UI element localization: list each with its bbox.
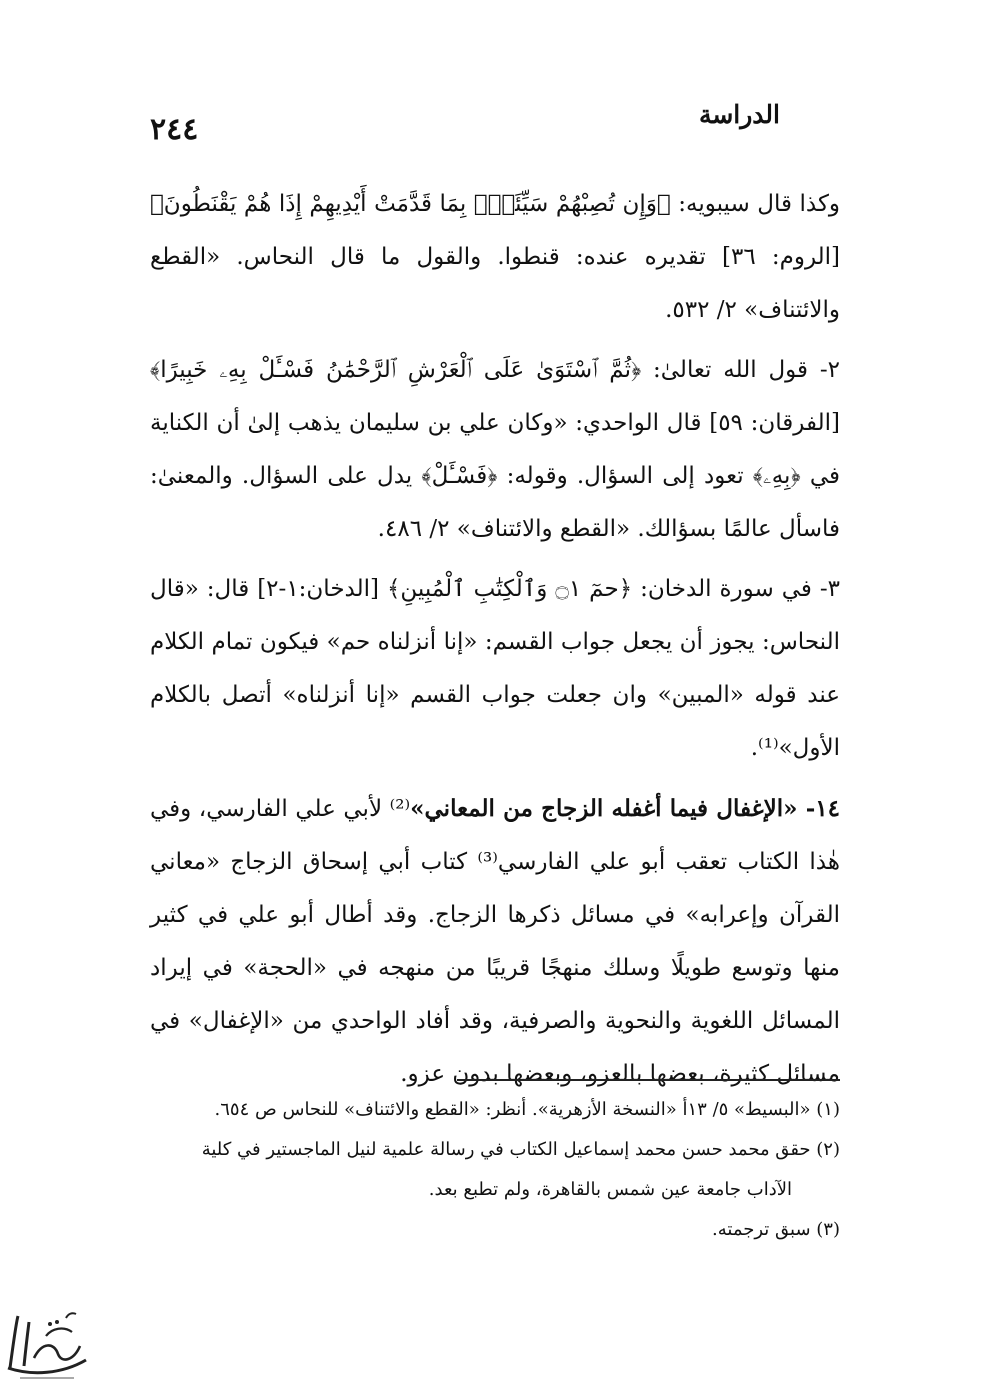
footnotes [150, 1090, 840, 1250]
section-number: ١٤- [797, 795, 840, 822]
section-text: لأبي علي الفارسي، وفي هٰذا الكتاب تعقب أبو علي الفارسي⁽³⁾ كتاب أبي إسحاق الزجاج «معاني القرآن وإعرابه» في مسائل ذكرها الزجاج. وقد أطال أبو علي في كثير منها وتوسع طويلًا وسلك منهجًا قريبًا من منهجه في «الحجة» في إيراد المسائل اللغوية والنحوية والصرفية، وقد أفاد الواحدي من «الإغفال» في مسائل كثيرة، بعضها بالعزو، وبعضها بدون عزو. [150, 796, 840, 1087]
calligraphy-logo-icon [2, 1298, 92, 1383]
footnote-1: (١) «البسيط» ٥/ ١٣أ «النسخة الأزهرية». أنظر: «القطع والائتناف» للنحاس ص ٦٥٤. [214, 1099, 840, 1120]
section-book-title: «الإغفال فيما أغفله الزجاج من المعاني» [410, 795, 798, 822]
footnote-2: (٢) حقق محمد حسن محمد إسماعيل الكتاب في رسالة علمية لنيل الماجستير في كلية [201, 1139, 840, 1160]
footnote-2-continued: الآداب جامعة عين شمس بالقاهرة، ولم تطبع بعد. [428, 1179, 792, 1200]
footnote-separator [457, 1079, 840, 1081]
running-title: الدراسة [698, 100, 780, 129]
page-number: ٢٤٤ [150, 112, 199, 147]
paragraph-3: ٣- في سورة الدخان: ﴿حمٓ ۝١ وَٱلْكِتَٰبِ ٱلْمُبِينِ﴾ [الدخان:١-٢] قال: «قال النحاس: يجوز أن يجعل جواب القسم: «إنا أنزلناه حم» فيكون تمام الكلام عند قوله «المبين» وان جعلت جواب القسم «إنا أنزلناه» أتصل بالكلام الأول»⁽¹⁾. [150, 576, 840, 761]
paragraph-sibawayh: وكذا قال سيبويه: ﴿وَإِن تُصِبْهُمْ سَيِّئَةٌۢ بِمَا قَدَّمَتْ أَيْدِيهِمْ إِذَا هُمْ يَقْنَطُونَ﴾ [الروم: ٣٦] تقديره عنده: قنطوا. والقول ما قال النحاس. «القطع والائتناف» ٢/ ٥٣٢. [150, 191, 841, 323]
footnote-3: (٣) سبق ترجمته. [712, 1219, 840, 1240]
watermark-logo [2, 1298, 92, 1383]
paragraph-2: ٢- قول الله تعالىٰ: ﴿ثُمَّ ٱسْتَوَىٰ عَلَى ٱلْعَرْشِ ٱلرَّحْمَٰنُ فَسْـَٔلْ بِهِۦ خَبِيرًا﴾ [الفرقان: ٥٩] قال الواحدي: «وكان علي بن سليمان يذهب إلىٰ أن الكناية في ﴿بِهِۦ﴾ تعود إلى السؤال. وقوله: ﴿فَسْـَٔلْ﴾ يدل على السؤال. والمعنىٰ: فاسأل عالمًا بسؤالك. «القطع والائتناف» ٢/ ٤٨٦. [150, 357, 840, 542]
paragraph-14 [150, 782, 840, 1101]
page-header [150, 100, 840, 150]
section-title-note: ⁽²⁾ [389, 796, 411, 822]
body-text [150, 178, 840, 1108]
